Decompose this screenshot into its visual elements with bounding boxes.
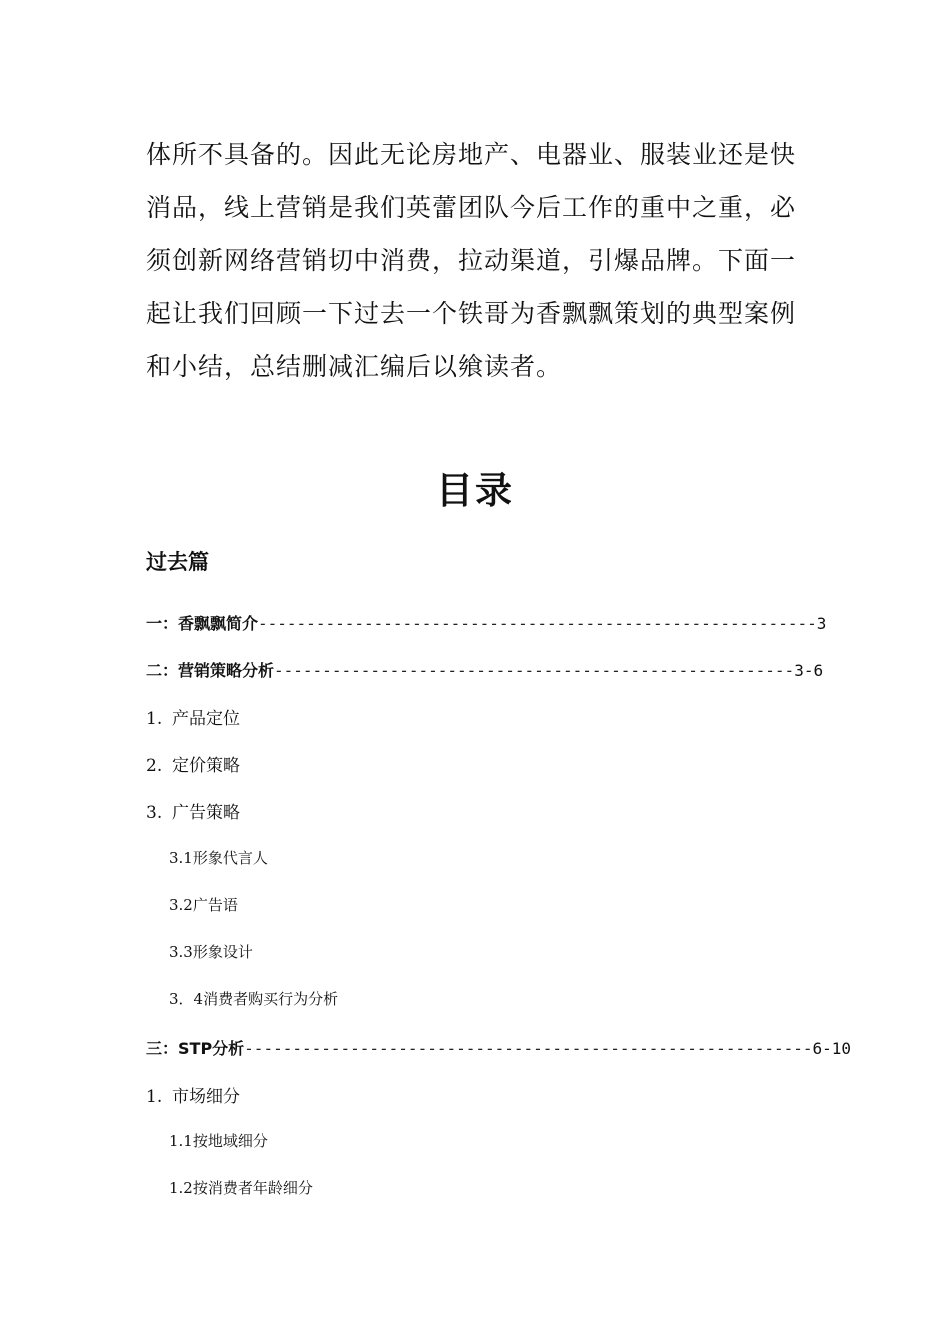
toc-subsub-by-age[interactable]: 1.2按消费者年龄细分 — [169, 1179, 313, 1197]
toc-entry-stp-analysis[interactable] — [146, 1036, 851, 1059]
toc-entry-intro[interactable] — [146, 611, 826, 634]
toc-page-number: 6-10 — [812, 1039, 852, 1058]
toc-subsub-spokesperson[interactable]: 3.1形象代言人 — [169, 849, 268, 867]
intro-paragraph — [146, 128, 816, 393]
toc-entry-label: 一：香飘飘简介 — [146, 614, 259, 633]
toc-sub-number: 1. — [146, 709, 163, 729]
intro-line: 消品，线上营销是我们英蕾团队今后工作的重中之重，必 — [146, 193, 797, 222]
section-heading-past: 过去篇 — [146, 550, 209, 574]
toc-sub-number: 2. — [146, 756, 163, 776]
toc-sub-label: 产品定位 — [172, 709, 240, 729]
toc-subsub-image-design[interactable]: 3.3形象设计 — [169, 943, 253, 961]
toc-subsub-slogan[interactable]: 3.2广告语 — [169, 896, 238, 914]
intro-line: 体所不具备的。因此无论房地产、电器业、服装业还是快 — [146, 140, 797, 169]
toc-sub-label: 市场细分 — [172, 1087, 240, 1107]
toc-sub-advertising-strategy[interactable] — [146, 798, 240, 823]
toc-sub-label: 广告策略 — [172, 803, 240, 823]
toc-entry-marketing-strategy[interactable] — [146, 658, 823, 681]
toc-sub-product-positioning[interactable] — [146, 704, 240, 729]
toc-sub-market-segmentation[interactable] — [146, 1082, 240, 1107]
toc-subsub-by-region[interactable]: 1.1按地域细分 — [169, 1132, 268, 1150]
toc-entry-label: 三：STP分析 — [146, 1039, 245, 1058]
toc-page-number: 3 — [816, 614, 827, 633]
toc-entry-label: 二：营销策略分析 — [146, 661, 275, 680]
toc-sub-number: 3. — [146, 803, 163, 823]
intro-line: 起让我们回顾一下过去一个铁哥为香飘飘策划的典型案例 — [146, 299, 797, 328]
intro-line: 须创新网络营销切中消费，拉动渠道，引爆品牌。下面一 — [146, 246, 797, 275]
toc-page-number: 3-6 — [794, 661, 824, 680]
toc-leader: ------------------------------------------------------ — [274, 661, 795, 680]
toc-sub-pricing-strategy[interactable] — [146, 751, 240, 776]
toc-sub-number: 1. — [146, 1087, 163, 1107]
toc-leader: ---------------------------------------------------------- — [258, 614, 817, 633]
toc-subsub-consumer-behavior[interactable]: 3．4消费者购买行为分析 — [169, 990, 339, 1008]
intro-line: 和小结，总结删减汇编后以飨读者。 — [146, 352, 563, 381]
toc-leader: ----------------------------------------------------------- — [244, 1039, 813, 1058]
toc-title: 目录 — [436, 469, 514, 512]
toc-sub-label: 定价策略 — [172, 756, 240, 776]
